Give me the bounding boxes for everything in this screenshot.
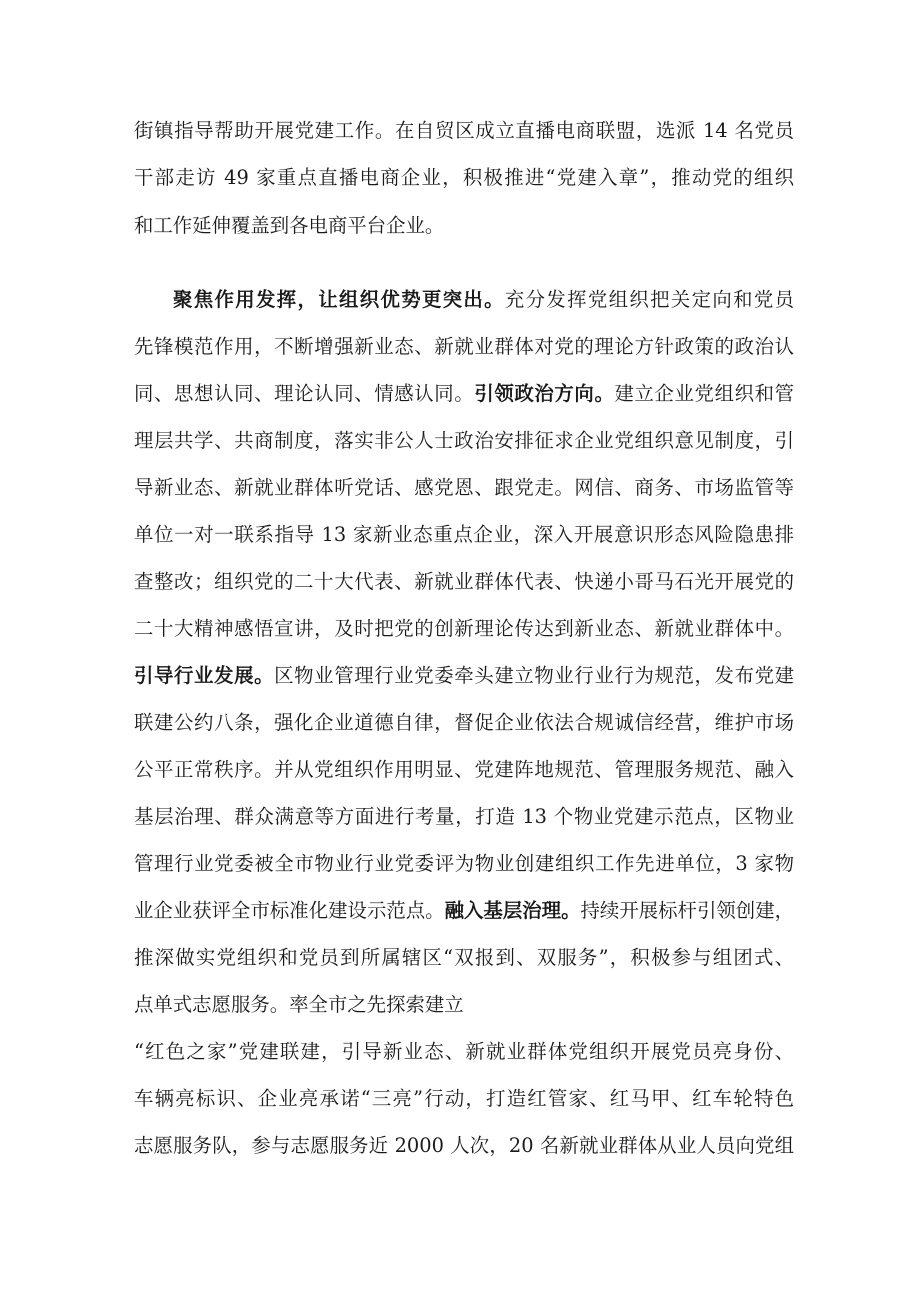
text-run: 业企业获评全市标准化建设示范点。	[134, 899, 445, 922]
paragraph-1-line-2: 干部走访 49 家重点直播电商企业，积极推进“党建入章”，推动党的组织	[134, 166, 794, 189]
paragraph-2-line-18: 车辆亮标识、企业亮承诺“三亮”行动，打造红管家、红马甲、红车轮特色	[134, 1087, 794, 1110]
section-heading: 聚焦作用发挥，让组织优势更突出。	[173, 288, 505, 311]
text-run: 建立企业党组织和管	[614, 382, 794, 405]
paragraph-2-line-14	[134, 891, 794, 931]
paragraph-2-line-6: 单位一对一联系指导 13 家新业态重点企业，深入开展意识形态风险隐患排	[134, 523, 794, 546]
paragraph-2-line-5: 导新业态、新就业群体听党话、感党恩、跟党走。网信、商务、市场监管等	[134, 476, 794, 499]
text-run: 持续开展标杆引领创建，	[580, 899, 794, 922]
paragraph-2-line-17: “红色之家”党建联建，引导新业态、新就业群体党组织开展党员亮身份、	[134, 1040, 794, 1063]
paragraph-2-line-2: 先锋模范作用，不断增强新业态、新就业群体对党的理论方针政策的政治认	[134, 335, 794, 358]
paragraph-2-line-9	[134, 656, 794, 696]
text-run: 区物业管理行业党委牵头建立物业行业行为规范，发布党建	[274, 664, 794, 687]
text-run: 同、思想认同、理论认同、情感认同。	[134, 382, 475, 405]
paragraph-2-line-1	[173, 280, 794, 320]
paragraph-2-line-15: 推深做实党组织和党员到所属辖区“双报到、双服务”，积极参与组团式、	[134, 946, 794, 969]
paragraph-1-line-3: 和工作延伸覆盖到各电商平台企业。	[134, 214, 445, 237]
paragraph-2-line-4: 理层共学、共商制度，落实非公人士政治安排征求企业党组织意见制度，引	[134, 429, 794, 452]
paragraph-2-line-19: 志愿服务队，参与志愿服务近 2000 人次，20 名新就业群体从业人员向党组	[134, 1134, 794, 1157]
subheading-grassroots-governance: 融入基层治理。	[444, 899, 581, 922]
paragraph-1-line-1: 街镇指导帮助开展党建工作。在自贸区成立直播电商联盟，选派 14 名党员	[134, 119, 794, 142]
subheading-political-direction: 引领政治方向。	[474, 382, 615, 405]
subheading-industry-development: 引导行业发展。	[134, 664, 275, 687]
paragraph-2-line-8: 二十大精神感悟宣讲，及时把党的创新理论传达到新业态、新就业群体中。	[134, 617, 794, 640]
paragraph-2-line-12: 基层治理、群众满意等方面进行考量，打造 13 个物业党建示范点，区物业	[134, 805, 794, 828]
paragraph-2-line-13: 管理行业党委被全市物业行业党委评为物业创建组织工作先进单位，3 家物	[134, 852, 794, 875]
paragraph-2-line-16: 点单式志愿服务。率全市之先探索建立	[134, 993, 464, 1016]
paragraph-2-line-3	[134, 374, 794, 414]
paragraph-2-line-7: 查整改；组织党的二十大代表、新就业群体代表、快递小哥马石光开展党的	[134, 570, 794, 593]
text-run: 充分发挥党组织把关定向和党员	[504, 288, 794, 311]
paragraph-2-line-11: 公平正常秩序。并从党组织作用明显、党建阵地规范、管理服务规范、融入	[134, 758, 794, 781]
paragraph-2-line-10: 联建公约八条，强化企业道德自律，督促企业依法合规诚信经营，维护市场	[134, 711, 794, 734]
